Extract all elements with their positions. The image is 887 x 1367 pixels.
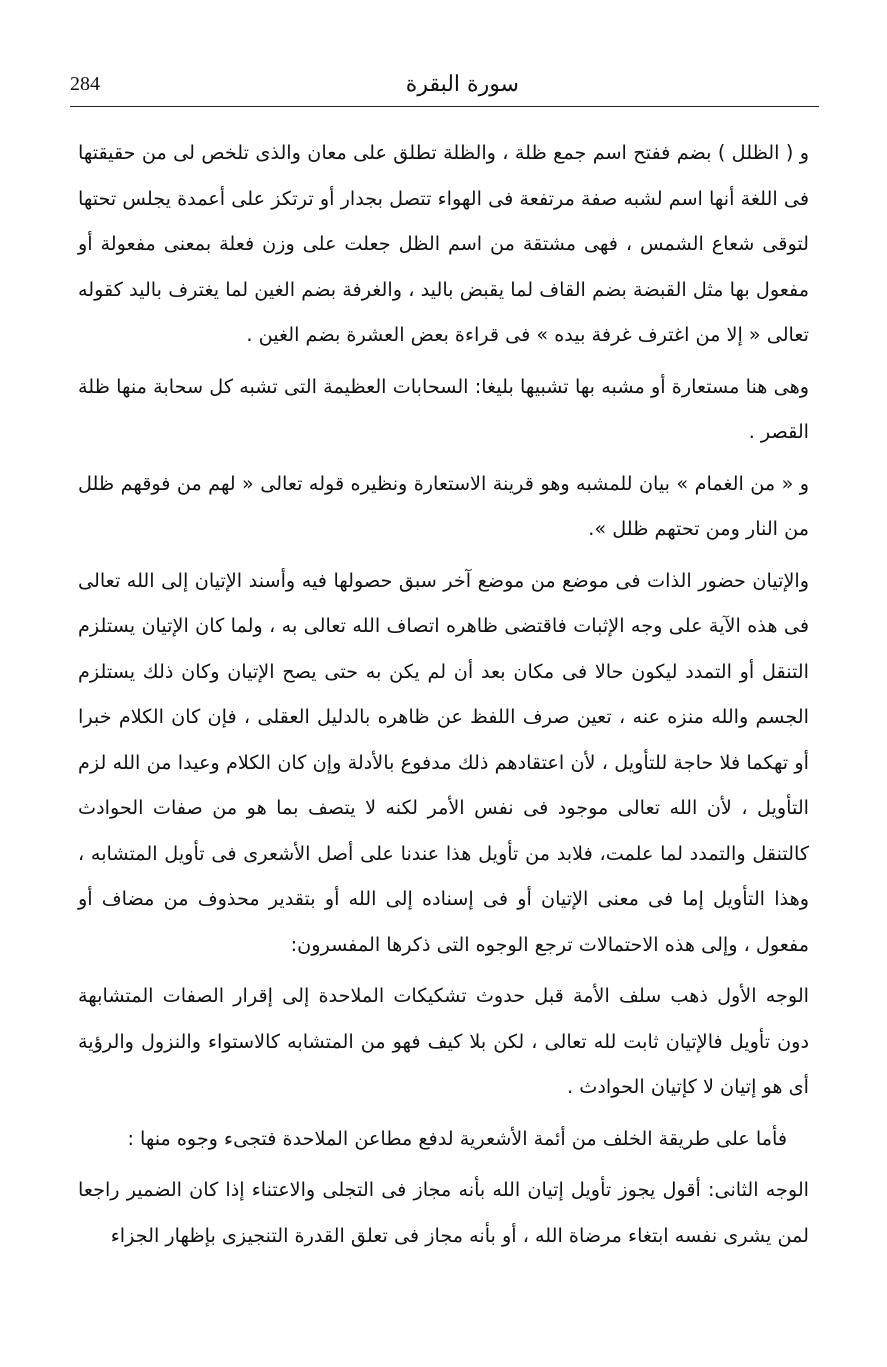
page-body [78,130,809,1264]
paragraph-ityan: والإتيان حضور الذات فى موضع من موضع آخر سبق حصولها فيه وأسند الإتيان إلى الله تعالى فى هذه الآية على وجه الإثبات فاقتضى ظاهره اتصاف الله تعالى به ، ولما كان الإتيان يستلزم التنقل أو التمدد ليكون حالا فى مكان بعد أن لم يكن به حتى يصح الإتيان وكان ذلك يستلزم الجسم والله منزه عنه ، تعين صرف اللفظ عن ظاهره بالدليل العقلى ، فإن كان الكلام خبرا أو تهكما فلا حاجة للتأويل ، لأن اعتقادهم ذلك مدفوع بالأدلة وإن كان الكلام وعيدا من الله لزم التأويل ، لأن الله تعالى موجود فى نفس الأمر لكنه لا يتصف بما هو من صفات الحوادث كالتنقل والتمدد لما علمت، فلابد من تأويل هذا عندنا على أصل الأشعرى فى تأويل المتشابه ، وهذا التأويل إما فى معنى الإتيان أو فى إسناده إلى الله أو بتقدير محذوف من مضاف أو مفعول ، وإلى هذه الاحتمالات ترجع الوجوه التى ذكرها المفسرون: [78,568,809,956]
page-header [70,62,819,106]
header-rule [70,106,819,107]
running-title: سورة البقرة [405,71,519,97]
paragraph-second-aspect: الوجه الثانى: أقول يجوز تأويل إتيان الله بأنه مجاز فى التجلى والاعتناء إذا كان الضمير راجعا لمن يشرى نفسه ابتغاء مرضاة الله ، أو بأنه مجاز فى تعلق القدرة التنجيزى بإظهار الجزاء [78,1178,809,1247]
paragraph-zulal: و ( الظلل ) بضم ففتح اسم جمع ظلة ، والظلة تطلق على معان والذى تلخص لى من حقيقتها فى اللغة أنها اسم لشبه صفة مرتفعة فى الهواء تتصل بجدار أو ترتكز على أعمدة يجلس تحتها لتوقى شعاع الشمس ، فهى مشتقة من اسم الظل جعلت على وزن فعلة بمعنى مفعولة أو مفعول بها مثل القبضة بضم القاف لما يقبض باليد ، والغرفة بضم الغين لما يغترف باليد كقوله تعالى « إلا من اغترف غرفة بيده » فى قراءة بعض العشرة بضم الغين . [78,141,809,346]
paragraph-ghamam: و « من الغمام » بيان للمشبه وهو قرينة الاستعارة ونظيره قوله تعالى « لهم من فوقهم ظلل من النار ومن تحتهم ظلل ». [78,471,809,540]
page-number: 284 [70,72,100,95]
paragraph-first-aspect: الوجه الأول ذهب سلف الأمة قبل حدوث تشكيكات الملاحدة إلى إقرار الصفات المتشابهة دون تأويل فالإتيان ثابت لله تعالى ، لكن بلا كيف فهو من المتشابه كالاستواء والنزول والرؤية أى هو إتيان لا كإتيان الحوادث . [78,984,809,1098]
paragraph-istiara: وهى هنا مستعارة أو مشبه بها تشبيها بليغا: السحابات العظيمة التى تشبه كل سحابة منها ظلة القصر . [78,374,809,443]
paragraph-khalaf: فأما على طريقة الخلف من أئمة الأشعرية لدفع مطاعن الملاحدة فتجىء وجوه منها : [127,1126,787,1150]
